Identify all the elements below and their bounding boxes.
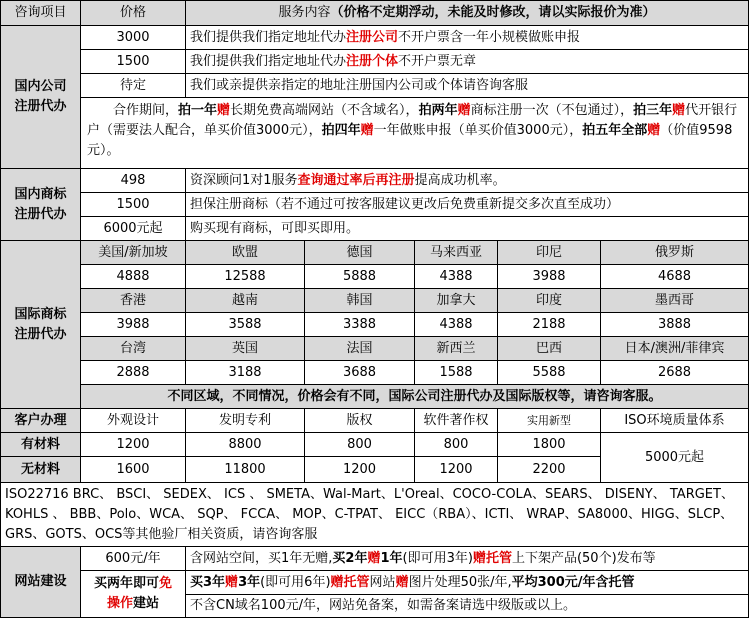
line-gift: 赠 xyxy=(395,574,409,590)
region-price: 4688 xyxy=(657,268,692,284)
section-intl-trademark-title: 国际商标注册代办 xyxy=(14,306,67,342)
line-text: (即可用6年) xyxy=(260,574,331,590)
promo-text: 长期免费高端网站（不含域名）， xyxy=(230,103,419,118)
region-price: 3188 xyxy=(228,364,262,380)
intl-region-name xyxy=(415,337,498,361)
header-project xyxy=(1,1,81,26)
intl-region-name xyxy=(601,241,748,265)
region-label: 墨西哥 xyxy=(654,292,694,308)
region-label: 香港 xyxy=(119,292,146,308)
domestic-company-price-2 xyxy=(81,50,186,74)
intl-region-price xyxy=(81,361,186,385)
iso-price xyxy=(601,433,748,483)
intl-region-price xyxy=(601,313,748,337)
customer-column-header xyxy=(601,409,748,433)
iso-certifications xyxy=(1,483,748,547)
intl-region-price xyxy=(81,265,186,289)
column-label: 发明专利 xyxy=(218,412,271,428)
section-website-title: 网站建设 xyxy=(14,574,67,589)
region-price: 3988 xyxy=(532,268,566,284)
price-value: 8800 xyxy=(228,436,262,452)
section-domestic-trademark-title: 国内商标注册代办 xyxy=(14,186,67,222)
website-promo-text xyxy=(94,574,172,614)
intl-region-name xyxy=(186,289,305,313)
domestic-trademark-desc-2 xyxy=(186,193,748,217)
region-price: 2888 xyxy=(116,364,150,380)
region-label: 俄罗斯 xyxy=(654,244,694,260)
line-bold: 平均300元/年含托管 xyxy=(511,574,635,590)
region-price: 3688 xyxy=(342,364,377,380)
customer-price-cell xyxy=(186,433,305,457)
section-domestic-company-title: 国内公司注册代办 xyxy=(14,79,67,114)
line-gift: 赠托管 xyxy=(472,550,512,566)
desc-highlight: 查询通过率后再注册 xyxy=(297,172,415,188)
promo-text: 商标注册一次（不包通过）， xyxy=(470,103,634,118)
price-value: 1600 xyxy=(116,461,150,477)
line-gift: 赠 xyxy=(225,574,239,590)
intl-region-name xyxy=(415,289,498,313)
intl-region-price xyxy=(498,265,601,289)
customer-price-cell xyxy=(415,457,498,483)
column-label: ISO环境质量体系 xyxy=(624,412,725,428)
customer-price-cell xyxy=(81,433,186,457)
region-label: 欧盟 xyxy=(231,244,258,260)
price-value: 1500 xyxy=(116,53,150,69)
desc-text: 不开户票含一年小规模做账申报 xyxy=(398,29,581,45)
desc-text: 我们提供我们指定地址代办 xyxy=(190,29,347,45)
section-website xyxy=(1,547,81,617)
desc-text: 担保注册商标（若不通过可按客服建议更改后免费重新提交多次直至成功） xyxy=(190,196,620,212)
desc-highlight: 注册个体 xyxy=(346,53,399,69)
intl-region-price xyxy=(305,313,415,337)
intl-region-name xyxy=(498,337,601,361)
promo-text: 建站 xyxy=(133,596,160,611)
customer-price-cell xyxy=(305,457,415,483)
domestic-trademark-desc-1 xyxy=(186,169,748,193)
region-price: 2188 xyxy=(532,316,566,332)
intl-region-name xyxy=(186,241,305,265)
price-value: 11800 xyxy=(224,461,266,477)
intl-region-price xyxy=(305,265,415,289)
promo-bold: 拍两年 xyxy=(418,103,458,118)
desc-text: 我们或亲提供亲指定的地址注册国内公司或个体请咨询客服 xyxy=(190,77,529,93)
intl-note-text: 不同区域，不同情况，价格会有不同，国际公司注册代办及国际版权等，请咨询客服。 xyxy=(167,388,662,404)
price-value: 1200 xyxy=(116,436,150,452)
region-label: 印度 xyxy=(535,292,562,308)
region-label: 台湾 xyxy=(119,340,146,356)
line-text: 不含CN域名100元/年，网站免备案，如需备案请选中级版或以上。 xyxy=(190,598,576,613)
customer-row-label: 有材料 xyxy=(20,436,60,452)
desc-text: 我们提供我们指定地址代办 xyxy=(190,53,347,69)
price-value: 1200 xyxy=(342,461,377,477)
price-value: 2200 xyxy=(532,461,566,477)
region-price: 4388 xyxy=(439,316,473,332)
region-label: 德国 xyxy=(346,244,373,260)
region-label: 越南 xyxy=(231,292,258,308)
region-label: 巴西 xyxy=(535,340,562,356)
region-label: 美国/新加坡 xyxy=(98,244,168,260)
customer-price-cell xyxy=(498,457,601,483)
promo-text: （价值9598元）。 xyxy=(87,123,733,158)
line-bold: 3年 xyxy=(238,574,261,590)
region-label: 新西兰 xyxy=(436,340,476,356)
promo-gift: 赠 xyxy=(217,103,231,118)
promo-bold: 拍三年 xyxy=(633,103,673,118)
column-label: 外观设计 xyxy=(106,412,159,428)
region-label: 加拿大 xyxy=(436,292,476,308)
region-price: 3988 xyxy=(116,316,150,332)
promo-free: 免 xyxy=(159,576,173,591)
promo-text: 买两年即可 xyxy=(93,576,159,591)
intl-region-price xyxy=(415,361,498,385)
customer-price-cell xyxy=(81,457,186,483)
intl-region-price xyxy=(415,265,498,289)
intl-region-name xyxy=(305,337,415,361)
intl-region-name xyxy=(498,289,601,313)
customer-price-cell xyxy=(415,433,498,457)
price-value: 6000元起 xyxy=(103,220,163,236)
region-label: 日本/澳洲/菲律宾 xyxy=(624,340,725,356)
domestic-trademark-price-3 xyxy=(81,217,186,241)
intl-region-name xyxy=(305,241,415,265)
line-bold: 买2年 xyxy=(332,550,368,566)
customer-row-no-material xyxy=(1,457,81,483)
customer-column-header xyxy=(498,409,601,433)
price-value: 800 xyxy=(347,436,372,452)
intl-region-price xyxy=(498,361,601,385)
desc-text: 提高成功机率。 xyxy=(414,172,506,188)
region-price: 4388 xyxy=(439,268,473,284)
promo-gift: 赠 xyxy=(672,103,686,118)
region-price: 1588 xyxy=(439,364,473,380)
website-line-3 xyxy=(186,595,748,617)
region-price: 3588 xyxy=(228,316,262,332)
customer-column-header xyxy=(415,409,498,433)
line-text: 网站 xyxy=(369,574,396,590)
column-label: 实用新型 xyxy=(527,413,571,427)
customer-row-label: 无材料 xyxy=(20,461,60,477)
website-price-value: 600元/年 xyxy=(105,550,161,566)
price-value: 800 xyxy=(443,436,469,452)
desc-text: 购买现有商标，可即买即用。 xyxy=(190,220,360,236)
iso-price-value: 5000元起 xyxy=(644,449,705,465)
domestic-company-price-1 xyxy=(81,26,186,50)
intl-region-name xyxy=(305,289,415,313)
promo-text: 合作期间， xyxy=(113,103,179,118)
domestic-trademark-price-2 xyxy=(81,193,186,217)
region-price: 3888 xyxy=(657,316,692,332)
region-price: 4888 xyxy=(116,268,150,284)
promo-gift: 赠 xyxy=(647,123,661,138)
promo-bold: 拍五年全部 xyxy=(582,123,648,138)
region-price: 2688 xyxy=(657,364,692,380)
customer-label-text: 客户办理 xyxy=(14,412,67,428)
promo-bold: 拍四年 xyxy=(321,123,361,138)
column-label: 版权 xyxy=(346,412,373,428)
header-price-label: 价格 xyxy=(119,5,146,20)
line-text: 含网站空间，买1年无赠, xyxy=(190,550,333,566)
header-service xyxy=(186,1,748,26)
customer-price-cell xyxy=(305,433,415,457)
customer-column-header xyxy=(81,409,186,433)
customer-label xyxy=(1,409,81,433)
intl-region-price xyxy=(305,361,415,385)
region-price: 12588 xyxy=(224,268,266,284)
promo-text: 代开银行户（需要法人配合，单买价值3000元）， xyxy=(87,103,738,138)
desc-highlight: 注册公司 xyxy=(346,29,399,45)
region-label: 韩国 xyxy=(346,292,373,308)
section-domestic-trademark xyxy=(1,169,81,241)
promo-bold: 拍一年 xyxy=(178,103,218,118)
website-promo xyxy=(81,571,186,617)
price-value: 1200 xyxy=(439,461,473,477)
intl-region-price xyxy=(601,361,748,385)
customer-row-with-material xyxy=(1,433,81,457)
intl-region-name xyxy=(186,337,305,361)
price-value: 498 xyxy=(120,172,146,188)
region-price: 3388 xyxy=(342,316,377,332)
region-price: 5888 xyxy=(342,268,377,284)
price-value: 3000 xyxy=(116,29,150,45)
price-value: 1800 xyxy=(532,436,566,452)
region-price: 5588 xyxy=(532,364,566,380)
line-gift: 赠 xyxy=(367,550,381,566)
domestic-company-desc-3 xyxy=(186,74,748,98)
intl-region-price xyxy=(81,313,186,337)
intl-region-name xyxy=(601,337,748,361)
domestic-company-desc-1 xyxy=(186,26,748,50)
customer-column-header xyxy=(305,409,415,433)
customer-price-cell xyxy=(186,457,305,483)
line-text: (即可用3年) xyxy=(402,550,473,566)
domestic-company-promo xyxy=(81,98,748,169)
intl-region-price xyxy=(186,361,305,385)
intl-region-name xyxy=(81,289,186,313)
line-text: 上下架产品(50个)发布等 xyxy=(511,550,656,566)
iso-certifications-text: ISO22716 BRC、 BSCI、 SEDEX、 ICS 、 SMETA、Wal-Mart、L'Oreal、COCO-COLA、SEARS、 DISENY、 TARGET、 KOHLS 、 BBB、Polo、WCA、 SQP、 FCCA、 MOP、C-TPAT、 EICC（RBA）、ICTI、 WRAP、SA8000、HIGG、SLCP、GRS、GOTS、OCS等其他验厂相关资质，请咨询客服 xyxy=(5,487,734,542)
website-line-2 xyxy=(186,571,748,595)
header-price xyxy=(81,1,186,26)
intl-region-price xyxy=(415,313,498,337)
region-label: 马来西亚 xyxy=(429,244,482,260)
intl-region-name xyxy=(601,289,748,313)
promo-text: 一年做账申报（单买价值3000元）， xyxy=(373,123,583,138)
website-price xyxy=(81,547,186,571)
promo-operate: 操作 xyxy=(106,596,133,611)
domestic-company-price-3 xyxy=(81,74,186,98)
header-service-label: 服务内容 xyxy=(278,5,331,20)
line-text: 图片处理50张/年, xyxy=(408,574,512,590)
header-project-label: 咨询项目 xyxy=(14,5,67,20)
website-line-1 xyxy=(186,547,748,571)
intl-region-price xyxy=(186,265,305,289)
region-label: 法国 xyxy=(346,340,373,356)
intl-region-name xyxy=(498,241,601,265)
intl-region-name xyxy=(81,241,186,265)
line-gift: 赠托管 xyxy=(330,574,370,590)
line-bold: 1年 xyxy=(380,550,403,566)
desc-text: 不开户票无章 xyxy=(398,53,477,69)
price-value: 1500 xyxy=(116,196,150,212)
region-label: 印尼 xyxy=(535,244,562,260)
promo-gift: 赠 xyxy=(457,103,471,118)
line-bold: 买3年 xyxy=(190,574,226,590)
header-service-note: （价格不定期浮动，未能及时修改，请以实际报价为准） xyxy=(330,5,656,20)
intl-region-price xyxy=(186,313,305,337)
promo-gift: 赠 xyxy=(360,123,374,138)
intl-region-price xyxy=(498,313,601,337)
domestic-company-desc-2 xyxy=(186,50,748,74)
intl-region-price xyxy=(601,265,748,289)
domestic-trademark-desc-3 xyxy=(186,217,748,241)
column-label: 软件著作权 xyxy=(423,412,489,428)
intl-region-name xyxy=(81,337,186,361)
price-value: 待定 xyxy=(119,77,146,93)
section-domestic-company xyxy=(1,26,81,169)
domestic-trademark-price-1 xyxy=(81,169,186,193)
desc-text: 资深顾问1对1服务 xyxy=(190,172,298,188)
section-intl-trademark xyxy=(1,241,81,409)
intl-trademark-note xyxy=(81,385,748,409)
customer-price-cell xyxy=(498,433,601,457)
intl-region-name xyxy=(415,241,498,265)
region-label: 英国 xyxy=(231,340,258,356)
customer-column-header xyxy=(186,409,305,433)
